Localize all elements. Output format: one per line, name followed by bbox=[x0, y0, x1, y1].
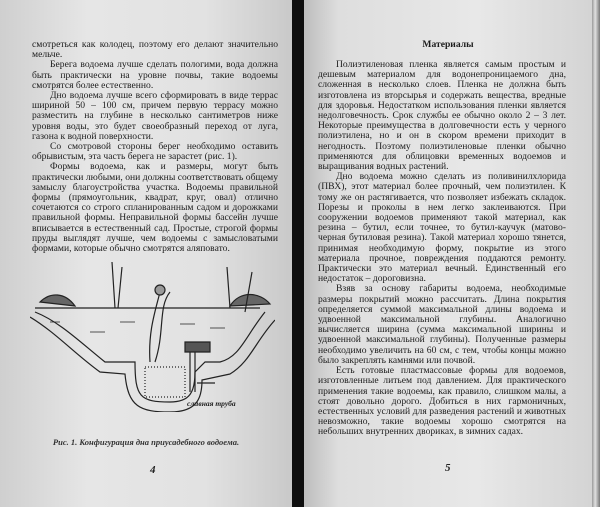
left-page bbox=[0, 0, 292, 507]
left-page-text bbox=[32, 40, 278, 254]
paragraph: смотреться как колодец, поэтому его делают значительно мельче. bbox=[32, 39, 278, 61]
book-gutter bbox=[292, 0, 304, 507]
right-page-text bbox=[318, 60, 566, 438]
paragraph: Есть готовые пластмассовые формы для водоемов, изготовленные литьем под давлением. Для практического применения такие водоемы, как правило, слишком малы, а стоят довольно дорого. Добиться в них гармоничных, естественных условий для разведения растений и животных невозможно, такие водоемы хорошо смотрятся на небольших внутренних двориках, в зимних садах. bbox=[318, 365, 566, 438]
section-title: Материалы bbox=[422, 39, 474, 50]
paragraph: Со смотровой стороны берег необходимо оставить обрывистым, эта часть берега не зарастет (рис. 1). bbox=[32, 141, 278, 163]
right-page bbox=[304, 0, 592, 507]
page-edge bbox=[592, 0, 600, 507]
paragraph: Дно водоема лучше всего сформировать в виде террас шириной 50 – 100 см, причем первую террасу можно разместить на глубине в несколько сантиметров ниже уровня воды, это будет своеобразный переход от луга, газона к водной поверхности. bbox=[32, 90, 278, 142]
figure-caption: Рис. 1. Конфигурация дна приусадебного водоема. bbox=[52, 437, 240, 447]
paragraph: Формы водоема, как и размеры, могут быть практически любыми, они должны соответствовать общему замыслу благоустройства участка. Водоемы правильной формы (прямоугольник, квадрат, круг, овал) отлично сочетаются со строго спланированным садом и дорожками правильной формы. Неправильной формы бассейн лучше вписывается в естественный сад. Простые, строгой формы пруды выглядят лучше, чем водоемы с замысловатыми формами, которые обычно смотрятся аляповато. bbox=[32, 161, 278, 255]
paragraph: Взяв за основу габариты водоема, необходимые размеры покрытий можно рассчитать. Длина покрытия определяется суммой максимальной длины водоема и удвоенной максимальной глубины. Аналогично вычисляется ширина (сумма максимальной ширины и удвоенной максимальной глубины). Полученные размеры необходимо увеличить на 60 см, с тем, чтобы концы можно было закреплять камнями или почвой. bbox=[318, 283, 566, 366]
figure-label: сливная труба bbox=[187, 399, 236, 408]
pond-cross-section-figure bbox=[30, 262, 275, 412]
paragraph: Берега водоема лучше сделать пологими, вода должна быть практически на уровне почвы, такие водоемы смотрятся более естественно. bbox=[32, 59, 278, 91]
page-number: 4 bbox=[150, 464, 156, 476]
paragraph: Дно водоема можно сделать из поливинилхлорида (ПВХ), этот материал более прочный, чем полиэтилен. К тому же он растягивается, что позволяет избежать складок. Порезы и проколы в нем легко заклеиваются. При сооружении водоемов применяют такой материал, как резина – бутил, если точнее, то бутил-каучук (матово-черная бутиловая резина). Такой материал хорошо тянется, принимая необходимую форму, покрытие из этого материала прочное, повреждения поддаются ремонту. Практически это материал вечный. Единственный его недостаток – дороговизна. bbox=[318, 171, 566, 285]
page-number: 5 bbox=[445, 462, 451, 474]
paragraph: Полиэтиленовая пленка является самым простым и дешевым материалом для водонепроницаемого дна, сложенная в несколько слоев. Пленка не должна быть изготовлена из вторсырья и содержать вещества, вредные для здоровья. Недостатком использования пленки является недолговечность. Срок службы ее обычно около 2 – 3 лет. Некоторые преимущества в долговечности есть у черного полиэтилена, но и он в скором времени приходит в негодность. Поэтому полиэтиленовые пленки обычно применяются для облицовки временных водоемов и выращивания водных растений. bbox=[318, 59, 566, 173]
